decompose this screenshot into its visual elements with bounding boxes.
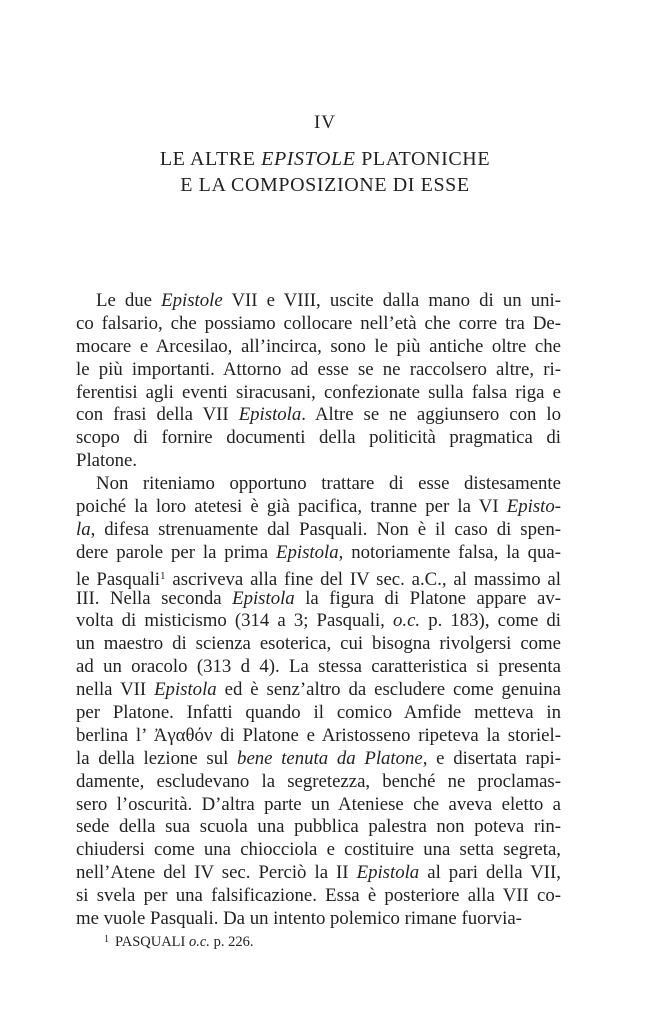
text-segment: sero l’oscurità. D’altra parte un Ateniese che aveva eletto a (76, 793, 561, 815)
text-line (76, 450, 561, 473)
italic-text: Epistole (161, 290, 223, 311)
text-segment: per Platone. Infatti quando il comico Amfide metteva in (76, 702, 561, 724)
text-segment: poiché la loro atetesi è già pacifica, tranne per la VI (76, 496, 507, 518)
footnote-number: 1 (104, 934, 109, 945)
text-line (76, 771, 561, 794)
text-segment: la figura di Platone appare av- (294, 587, 561, 609)
text-line (76, 794, 561, 817)
text-segment: chiudersi come una chiocciola e costituire una setta segreta, (76, 839, 561, 861)
text-segment: VII e VIII, uscite dalla mano di un uni- (222, 290, 561, 311)
footnote-page: p. 226. (209, 934, 254, 950)
text-line (76, 313, 561, 336)
text-line (76, 656, 561, 679)
paragraph-1 (76, 290, 561, 473)
chapter-title-text: PLATONICHE (355, 148, 491, 170)
text-segment: ad un oracolo (313 d 4). La stessa caratteristica si presenta (76, 656, 561, 678)
text-line (76, 633, 561, 656)
text-line (76, 610, 561, 633)
italic-text: Epistola (232, 587, 295, 609)
text-line (76, 816, 561, 839)
text-line (76, 725, 561, 748)
text-line (76, 748, 561, 771)
italic-text: Epistola (276, 541, 339, 563)
text-line (76, 565, 561, 588)
text-line (76, 588, 561, 611)
italic-text: Epistola (356, 862, 420, 884)
footnote-ref: o.c. (189, 934, 210, 950)
chapter-title-text: LE ALTRE (159, 148, 262, 170)
text-segment: co falsario, che possiamo collocare nell’età che corre tra De- (76, 312, 561, 334)
italic-text: bene tenuta da Platone (237, 747, 423, 769)
text-segment: p. 183), come di (420, 610, 561, 632)
text-line (76, 839, 561, 862)
text-line (76, 679, 561, 702)
italic-text: Epistola (154, 679, 217, 701)
text-line (76, 885, 561, 908)
text-segment: al pari della VII, (419, 862, 561, 884)
text-segment: sede della sua scuola una pubblica palestra non poteva rin- (76, 816, 561, 838)
text-segment: , notoriamente falsa, la qua- (338, 541, 561, 563)
text-line (76, 908, 561, 931)
chapter-number: IV (313, 112, 337, 133)
text-segment: si svela per una falsificazione. Essa è posteriore alla VII co- (76, 885, 561, 907)
text-segment: dere parole per la prima (76, 541, 276, 563)
text-line (76, 382, 561, 405)
text-segment: Le due (96, 290, 162, 311)
text-segment: Platone. (76, 450, 138, 472)
italic-text: Epistola (238, 404, 302, 426)
text-segment: Non riteniamo opportuno trattare di esse distesamente (96, 473, 561, 495)
italic-text: o.c. (392, 610, 421, 632)
text-line (76, 336, 561, 359)
text-segment: berlina l’ Ἀγαθόν di Platone e Aristosseno ripeteva la storiel- (76, 724, 561, 746)
text-segment: nell’Atene del IV sec. Perciò la II (76, 862, 357, 884)
text-segment: me vuole Pasquali. Da un intento polemico rimane fuorvia- (76, 908, 522, 930)
text-line (76, 290, 561, 313)
chapter-title (0, 146, 650, 198)
text-line (76, 427, 561, 450)
text-segment: mocare e Arcesilao, all’incirca, sono le più antiche oltre che (76, 335, 561, 357)
footnote (104, 931, 253, 951)
text-segment: con frasi della VII (76, 404, 239, 426)
chapter-title-italic: EPISTOLE (261, 148, 356, 170)
text-segment: , difesa strenuamente dal Pasquali. Non è il caso di spen- (90, 518, 561, 540)
chapter-title-line-2: E LA COMPOSIZIONE DI ESSE (180, 174, 470, 196)
text-segment: ascriveva alla fine del IV sec. a.C., al massimo al (165, 568, 561, 590)
paragraph-2 (76, 473, 561, 931)
text-segment: le Pasquali (76, 568, 161, 590)
text-segment: nella VII (76, 679, 155, 701)
text-line (76, 359, 561, 382)
body-text (76, 290, 561, 931)
text-line (76, 702, 561, 725)
text-segment: damente, escludevano la segretezza, benché ne proclamas- (76, 770, 561, 792)
text-segment: la della lezione sul (76, 747, 238, 769)
text-segment: . Altre se ne aggiunsero con lo (301, 404, 561, 426)
text-line (76, 404, 561, 427)
text-line (76, 473, 561, 496)
text-segment: scopo di fornire documenti della politicità pragmatica di (76, 427, 561, 449)
text-line (76, 862, 561, 885)
text-line (76, 542, 561, 565)
text-segment: ed è senz’altro da escludere come genuina (216, 679, 561, 701)
footnote-marker: 1 (160, 569, 166, 582)
text-segment: ferentisi agli eventi siracusani, confezionate sulla falsa riga e (76, 381, 561, 403)
text-segment: volta di misticismo (314 a 3; Pasquali, (76, 610, 393, 632)
text-segment: un maestro di scienza esoterica, cui bisogna rivolgersi come (76, 633, 561, 655)
text-segment: III. Nella seconda (76, 587, 233, 609)
text-segment: , e disertata rapi- (422, 747, 562, 769)
italic-text: Episto- (506, 496, 561, 518)
text-line (76, 496, 561, 519)
italic-text: la (76, 518, 91, 540)
text-segment: le più importanti. Attorno ad esse se ne raccolsero altre, ri- (76, 358, 561, 380)
footnote-author: PASQUALI (115, 934, 186, 950)
chapter-title-line-1 (0, 146, 650, 172)
text-line (76, 519, 561, 542)
